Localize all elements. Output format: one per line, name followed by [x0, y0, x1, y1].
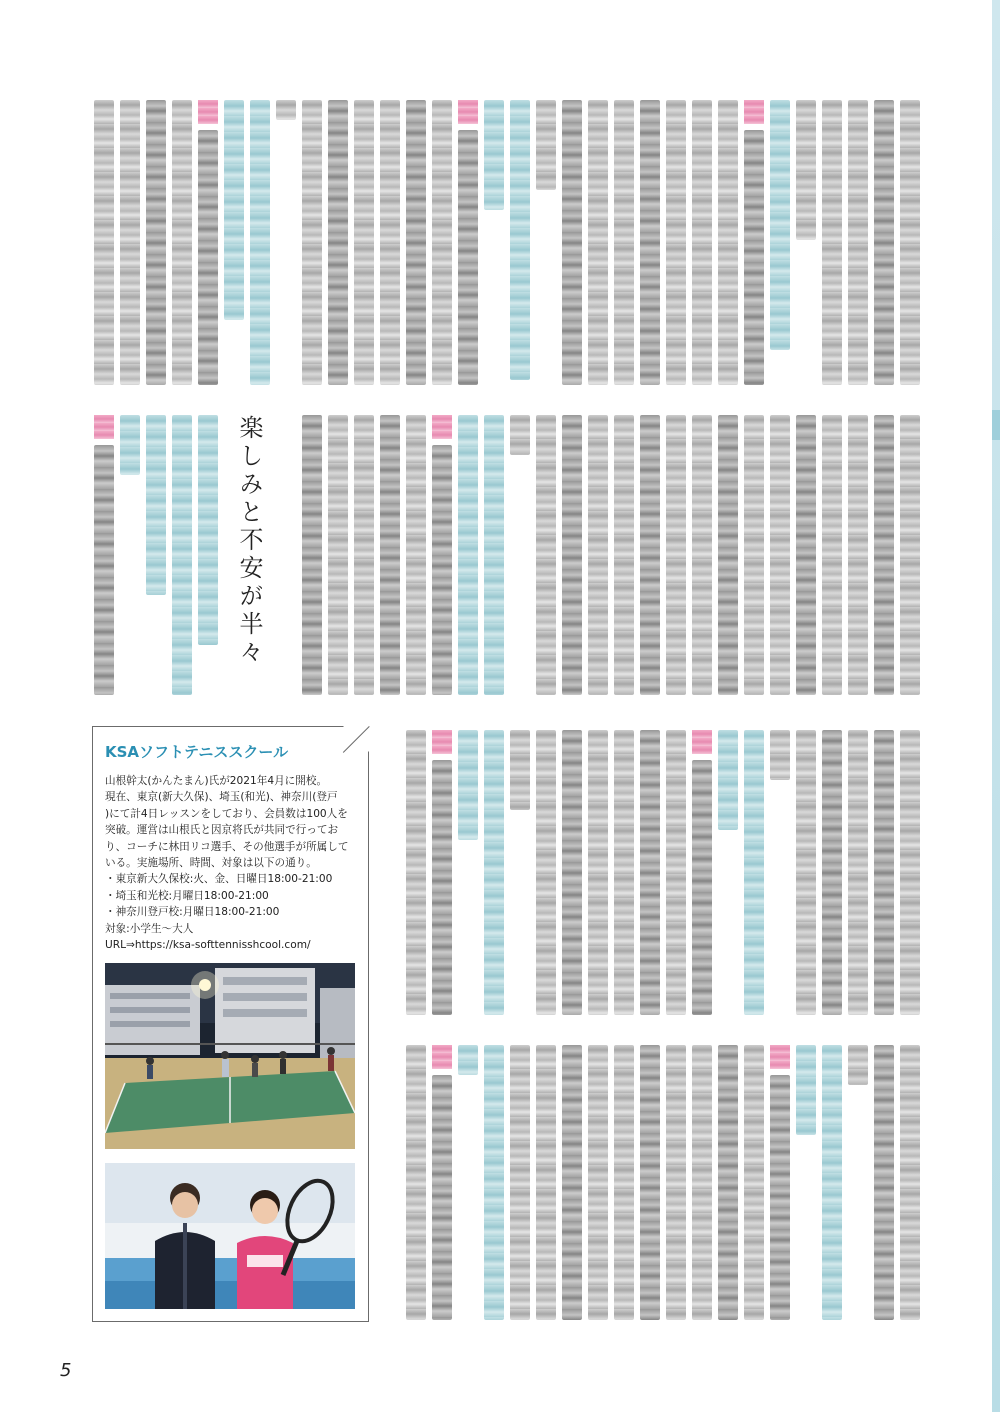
coaches-portrait-photo	[105, 1163, 355, 1309]
info-line: 対象:小学生〜大人	[105, 922, 194, 935]
page-edge-bar	[992, 0, 1000, 1412]
info-line: いる。実施場所、時間、対象は以下の通り。	[105, 857, 317, 870]
info-line: り、コーチに林田リコ選手、その他選手が所属して	[105, 840, 349, 853]
info-line: )にて計4日レッスンをしており、会員数は100人を	[105, 807, 348, 820]
info-line: 現在、東京(新大久保)、埼玉(和光)、神奈川(登戸	[105, 791, 338, 804]
info-line: ・神奈川登戸校:月曜日18:00-21:00	[105, 906, 280, 919]
night-court-photo	[105, 963, 355, 1149]
info-line: ・埼玉和光校:月曜日18:00-21:00	[105, 889, 269, 902]
school-info-box	[92, 726, 369, 1322]
info-url: URL⇒https://ksa-softtennisshcool.com/	[105, 939, 311, 952]
info-box-text	[105, 773, 361, 953]
info-line: 山根幹太(かんたまん)氏が2021年4月に開校。	[105, 775, 328, 787]
info-box-title: KSAソフトテニススクール	[105, 743, 289, 761]
info-line: 突破。運営は山根氏と因京将氏が共同で行ってお	[105, 824, 339, 837]
edge-tab	[992, 410, 1000, 440]
info-line: ・東京新大久保校:火、金、日曜日18:00-21:00	[105, 873, 333, 886]
section-heading: 楽しみと不安が半々	[235, 415, 263, 667]
page-number: 5	[60, 1360, 72, 1381]
